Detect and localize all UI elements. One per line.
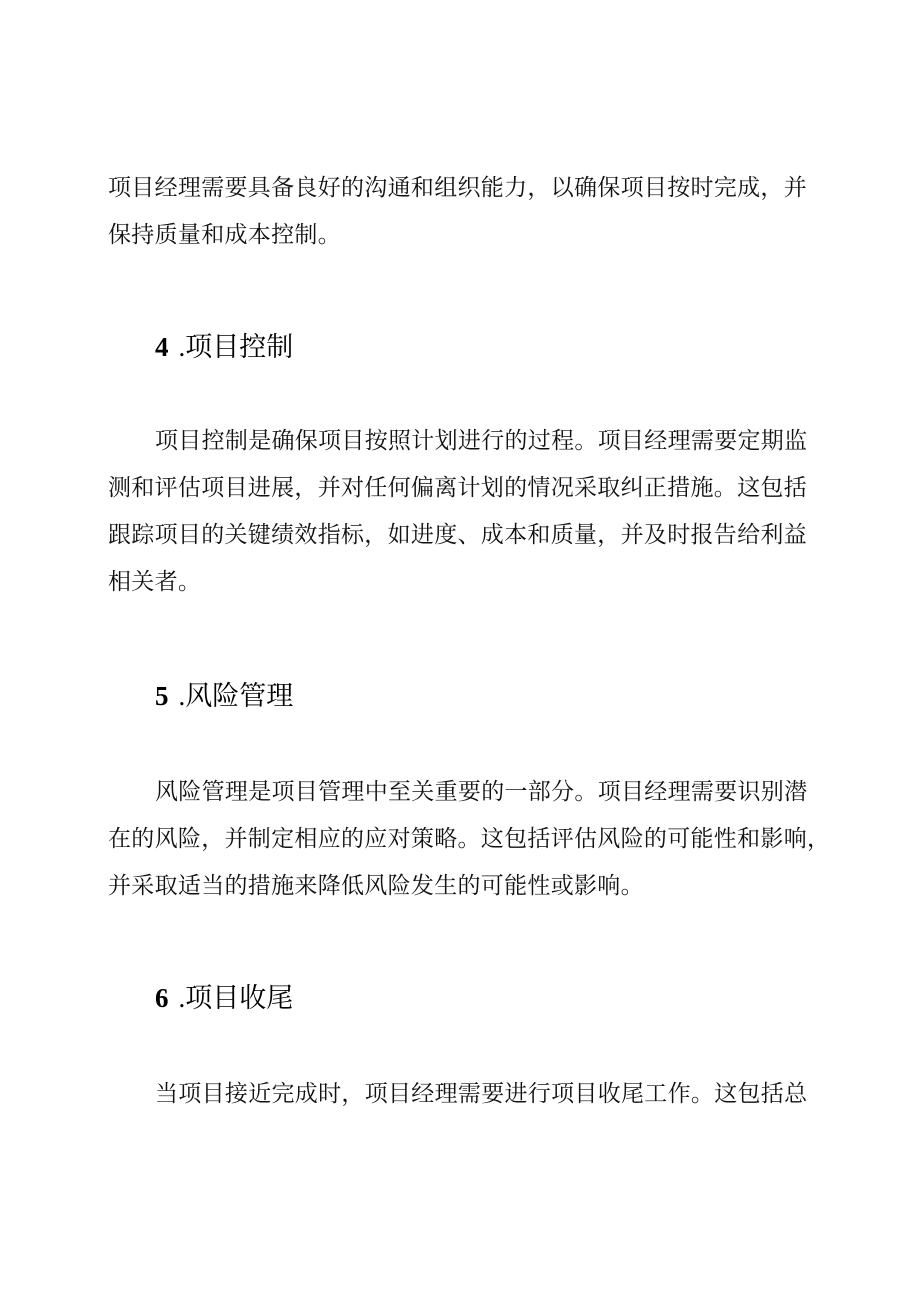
paragraph-line: 当项目接近完成时，项目经理需要进行项目收尾工作。这包括总 [155, 1081, 808, 1107]
section-number: 6 [155, 983, 169, 1013]
paragraph-line: 在的风险，并制定相应的应对策略。这包括评估风险的可能性和影响， [108, 826, 831, 852]
paragraph-line: 保持质量和成本控制。 [108, 222, 341, 248]
section-4-paragraph [108, 418, 808, 606]
section-heading-6 [155, 978, 293, 1019]
section-5-paragraph [108, 769, 831, 910]
section-6-paragraph [108, 1071, 808, 1118]
section-title: .项目收尾 [178, 983, 294, 1013]
paragraph-line: 并采取适当的措施来降低风险发生的可能性或影响。 [108, 873, 644, 899]
paragraph-line: 跟踪项目的关键绩效指标，如进度、成本和质量，并及时报告给利益 [108, 522, 807, 548]
section-number: 4 [155, 332, 169, 362]
section-title: .风险管理 [178, 681, 294, 711]
paragraph-line: 相关者。 [108, 569, 202, 595]
paragraph-line: 项目控制是确保项目按照计划进行的过程。项目经理需要定期监 [155, 428, 808, 454]
section-number: 5 [155, 681, 169, 711]
paragraph-line: 风险管理是项目管理中至关重要的一部分。项目经理需要识别潜 [155, 779, 808, 805]
section-title: .项目控制 [178, 332, 294, 362]
section-heading-5 [155, 676, 293, 717]
paragraph-line: 测和评估项目进展，并对任何偏离计划的情况采取纠正措施。这包括 [108, 475, 807, 501]
intro-paragraph [108, 165, 808, 259]
paragraph-line: 项目经理需要具备良好的沟通和组织能力，以确保项目按时完成，并 [108, 175, 807, 201]
section-heading-4 [155, 327, 293, 368]
